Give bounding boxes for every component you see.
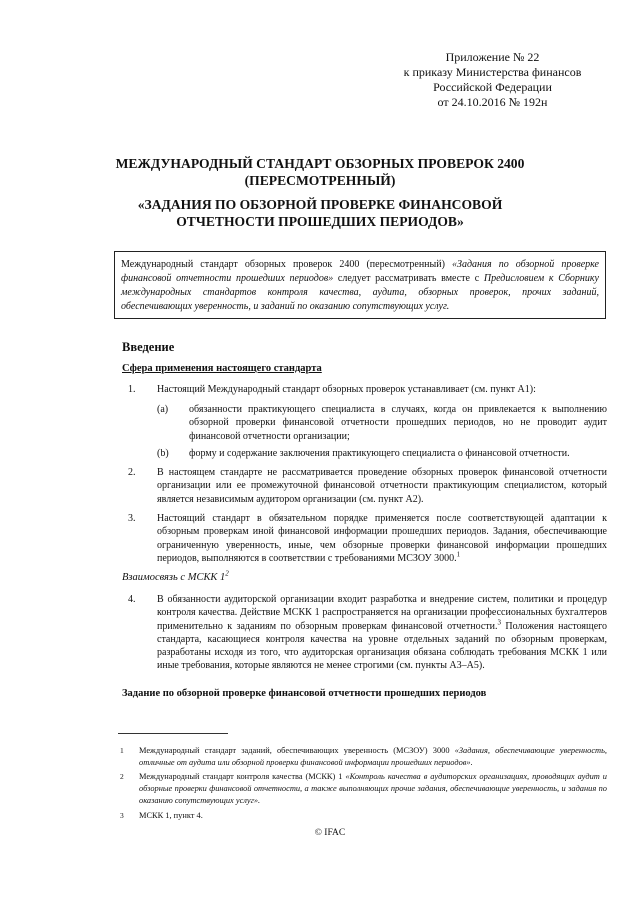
- subparagraph-label: (a): [157, 404, 169, 415]
- paragraph-2: В настоящем стандарте не рассматривается проведение обзорных проверок финансовой отчетности организации или ее промежуточной финансовой отчетности практикующим специалистом, который является независимым аудитором организации (см. пункт А2).: [157, 467, 607, 505]
- footnote-number: 1: [120, 746, 124, 755]
- annex-line: к приказу Министерства финансов: [403, 65, 582, 79]
- footnote-divider: [118, 733, 228, 734]
- paragraph-number: 4.: [128, 594, 136, 605]
- standard-title: [110, 155, 530, 189]
- annex-line: Российской Федерации: [433, 80, 552, 94]
- section-heading-intro: Введение: [122, 340, 175, 354]
- standard-subtitle: [110, 196, 530, 230]
- preface-box: [114, 251, 606, 319]
- copyright-notice: © IFAC: [314, 828, 346, 838]
- section-heading-relation: [122, 569, 229, 583]
- subtitle-line: ОТЧЕТНОСТИ ПРОШЕДШИХ ПЕРИОДОВ»: [176, 214, 464, 229]
- relation-text: Взаимосвязь с МСКК 1: [122, 572, 226, 583]
- preface-italic-reference: Предисловием к Сборнику международных стандартов контроля качества, аудита, обзорных проверок, прочих заданий, обеспечивающих уверенность, и заданий по оказанию сопутствующих услуг.: [121, 273, 599, 312]
- paragraph-number: 3.: [128, 513, 136, 524]
- paragraph-4-text: В обязанности аудиторской организации входит разработка и внедрение систем, политики и процедур контроля качества. Действие МСКК 1 распространяется на организации профессиональных бухгалтеров применительно к заданиям по обзорным проверкам финансовой отчетности.: [157, 594, 607, 632]
- footnote-ref[interactable]: 3: [497, 618, 501, 627]
- annex-header: [380, 50, 605, 110]
- preface-italic-title: «Задания по обзорной проверке финансовой отчетности прошедших периодов»: [121, 259, 599, 284]
- subparagraph-label: (b): [157, 448, 169, 459]
- footnote-text: Международный стандарт заданий, обеспечивающих уверенность (МСЗОУ) 3000: [139, 746, 455, 755]
- footnote-ref[interactable]: 1: [456, 550, 461, 559]
- paragraph-number: 1.: [128, 384, 136, 395]
- preface-text: следует рассматривать вместе с: [333, 273, 484, 284]
- footnote-2: [139, 771, 607, 807]
- footnote-3: МСКК 1, пункт 4.: [139, 811, 203, 820]
- annex-line: Приложение № 22: [445, 50, 540, 64]
- title-line: МЕЖДУНАРОДНЫЙ СТАНДАРТ ОБЗОРНЫХ ПРОВЕРОК 2400: [115, 156, 525, 171]
- section-heading-task: Задание по обзорной проверке финансовой отчетности прошедших периодов: [122, 688, 487, 699]
- paragraph-number: 2.: [128, 467, 136, 478]
- paragraph-1a: обязанности практикующего специалиста в случаях, когда он привлекается к выполнению обзорной проверки финансовой отчетности прошедших периодов, но не проводит аудит финансовой отчетности организации;: [189, 404, 607, 442]
- footnote-text: Международный стандарт контроля качества (МСКК) 1: [139, 772, 346, 781]
- title-line: (ПЕРЕСМОТРЕННЫЙ): [244, 173, 396, 188]
- annex-line: от 24.10.2016 № 192н: [437, 95, 548, 109]
- paragraph-3: [157, 512, 607, 565]
- footnote-ref[interactable]: 2: [225, 569, 229, 578]
- paragraph-4-text: Положения настоящего стандарта, касающиеся контроля качества на уровне отдельных заданий по обзорным проверкам, разработаны исходя из того, что аудиторская организация обязана соблюдать требования МСКК 1 или иные требования, которые являются не менее строгими (см. пункты А3–А5).: [157, 620, 607, 672]
- footnote-number: 2: [120, 772, 124, 781]
- footnote-number: 3: [120, 811, 124, 820]
- paragraph-1b: форму и содержание заключения практикующего специалиста о финансовой отчетности.: [189, 448, 570, 459]
- footnote-italic: «Контроль качества в аудиторских организациях, проводящих аудит и обзорные проверки финансовой отчетности, а также выполняющих прочие задания, обеспечивающие уверенность, и задания по оказанию сопутствующих услуг».: [139, 772, 607, 805]
- subtitle-line: «ЗАДАНИЯ ПО ОБЗОРНОЙ ПРОВЕРКЕ ФИНАНСОВОЙ: [137, 197, 503, 212]
- preface-text: Международный стандарт обзорных проверок 2400 (пересмотренный): [121, 259, 452, 270]
- footnote-italic: «Задания, обеспечивающие уверенность, отличные от аудита или обзорной проверки финансовой информации прошедших периодов».: [139, 746, 607, 767]
- section-heading-scope: Сфера применения настоящего стандарта: [122, 363, 322, 374]
- footnote-1: [139, 745, 607, 769]
- paragraph-4: [157, 593, 607, 673]
- paragraph-1: Настоящий Международный стандарт обзорных проверок устанавливает (см. пункт А1):: [157, 384, 536, 395]
- paragraph-3-text: Настоящий стандарт в обязательном порядке применяется после соответствующей адаптации к обзорным проверкам иной финансовой информации прошедших периодов. Задания, обеспечивающие ограниченную уверенность, иные, чем обзорные проверки финансовой информации прошедших периодов, выполняются в соответствии с требованиями МСЗОУ 3000.: [157, 513, 607, 564]
